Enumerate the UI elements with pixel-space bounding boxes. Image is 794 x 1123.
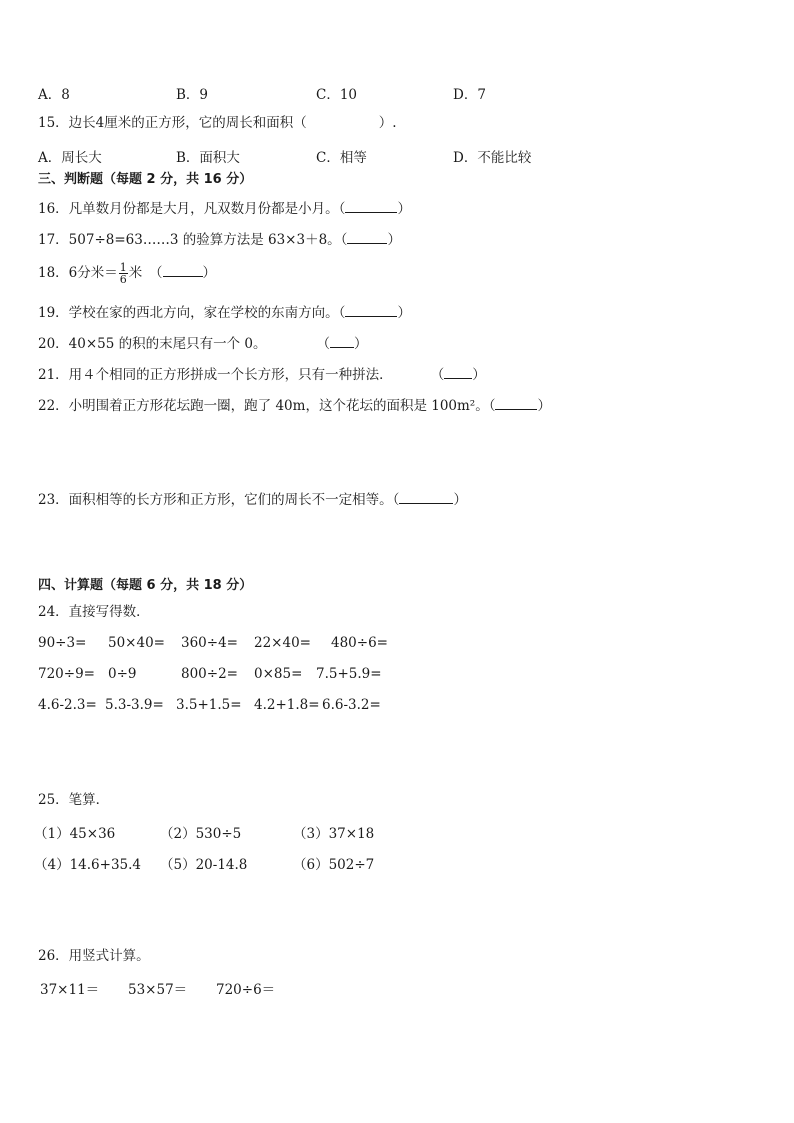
q14-option-d: D．7 xyxy=(453,87,486,103)
q22-answer-blank[interactable] xyxy=(495,395,537,410)
q16-text: 16．凡单数月份都是大月，凡双数月份都是小月。（ xyxy=(38,201,346,217)
q21-paren-open: （ xyxy=(430,367,445,383)
q23-text: 23．面积相等的长方形和正方形，它们的周长不一定相等。（ xyxy=(38,492,400,508)
section3-heading: 三、判断题（每题 2 分，共 16 分） xyxy=(38,172,253,187)
q24-item: 0×85= xyxy=(254,666,303,682)
q25-item: （6）502÷7 xyxy=(293,857,375,873)
q20-answer-blank[interactable] xyxy=(330,333,354,348)
q20-paren-open: （ xyxy=(316,336,331,352)
q25-item: （5）20-14.8 xyxy=(160,857,248,873)
q18 xyxy=(38,262,216,285)
q21-text: 21．用４个相同的正方形拼成一个长方形，只有一种拼法． xyxy=(38,367,393,383)
q17-text: 17．507÷8=63……3 的验算方法是 63×3＋8。（ xyxy=(38,232,348,248)
q24-item: 90÷3= xyxy=(38,635,87,651)
q14-option-c: C．10 xyxy=(316,87,358,103)
q23-end: ） xyxy=(453,492,467,508)
q25-stem: 25．笔算． xyxy=(38,792,110,808)
section4-heading: 四、计算题（每题 6 分，共 18 分） xyxy=(38,578,253,593)
q20-end: ） xyxy=(354,336,368,352)
q15-stem-text: 15．边长4厘米的正方形，它的周长和面积（ xyxy=(38,115,307,131)
q17-end: ） xyxy=(387,232,401,248)
q26-item: 37×11＝ xyxy=(40,982,100,998)
q26-item: 53×57＝ xyxy=(128,982,188,998)
q20 xyxy=(38,333,368,353)
q17-answer-blank[interactable] xyxy=(347,229,387,244)
q14-option-a: A．8 xyxy=(38,87,70,103)
q18-text-after: 米 （ xyxy=(128,265,163,281)
q24-item: 22×40= xyxy=(254,635,311,651)
q19-end: ） xyxy=(397,305,411,321)
q18-fraction xyxy=(119,262,128,285)
q18-answer-blank[interactable] xyxy=(163,262,203,277)
q18-end: ） xyxy=(202,265,217,281)
q22-text: 22．小明围着正方形花坛跑一圈，跑了 40m，这个花坛的面积是 100m²。（ xyxy=(38,398,496,414)
q15-option-d: D．不能比较 xyxy=(453,150,532,166)
q25-item: （1）45×36 xyxy=(34,826,116,842)
q18-frac-den: 6 xyxy=(119,273,127,286)
q15-option-c: C．相等 xyxy=(316,150,367,166)
q24-item: 6.6-3.2= xyxy=(322,697,381,713)
q20-text: 20．40×55 的积的末尾只有一个 0。 xyxy=(38,336,267,352)
q24-item: 0÷9 xyxy=(108,666,137,682)
q16-end: ） xyxy=(397,201,411,217)
q15-stem xyxy=(38,114,397,132)
q14-option-b: B．9 xyxy=(176,87,209,103)
q26-item: 720÷6＝ xyxy=(216,982,276,998)
q26-stem: 26．用竖式计算。 xyxy=(38,948,150,964)
q21-end: ） xyxy=(472,367,486,383)
q24-item: 480÷6= xyxy=(331,635,388,651)
q23 xyxy=(38,489,467,509)
q22-end: ） xyxy=(537,398,551,414)
q24-item: 50×40= xyxy=(108,635,165,651)
q21-answer-blank[interactable] xyxy=(444,364,472,379)
q24-item: 3.5+1.5= xyxy=(176,697,242,713)
q25-item: （3）37×18 xyxy=(293,826,375,842)
q19 xyxy=(38,302,411,322)
q21 xyxy=(38,364,486,384)
q16 xyxy=(38,198,411,218)
q24-item: 5.3-3.9= xyxy=(105,697,164,713)
q15-stem-end: ）. xyxy=(378,115,397,131)
q24-stem: 24．直接写得数． xyxy=(38,604,150,620)
q24-item: 800÷2= xyxy=(181,666,238,682)
q18-text-before: 18．6分米＝ xyxy=(38,265,118,281)
q17 xyxy=(38,229,401,249)
q23-answer-blank[interactable] xyxy=(399,489,453,504)
q16-answer-blank[interactable] xyxy=(345,198,397,213)
q24-item: 7.5+5.9= xyxy=(316,666,382,682)
q24-item: 4.2+1.8= xyxy=(254,697,320,713)
q24-item: 360÷4= xyxy=(181,635,238,651)
q15-option-b: B．面积大 xyxy=(176,150,240,166)
q15-option-a: A．周长大 xyxy=(38,150,102,166)
q25-item: （4）14.6+35.4 xyxy=(34,857,142,873)
q24-item: 4.6-2.3= xyxy=(38,697,97,713)
q19-text: 19．学校在家的西北方向，家在学校的东南方向。（ xyxy=(38,305,346,321)
q19-answer-blank[interactable] xyxy=(345,302,397,317)
q22 xyxy=(38,395,551,415)
q18-frac-num: 1 xyxy=(119,261,127,274)
q25-item: （2）530÷5 xyxy=(160,826,242,842)
q24-item: 720÷9= xyxy=(38,666,95,682)
